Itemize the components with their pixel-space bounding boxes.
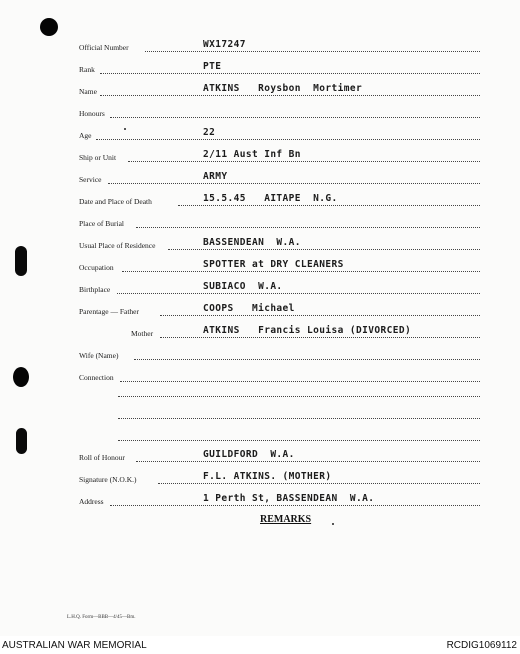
field-age (0, 124, 520, 146)
field-wife (0, 344, 520, 366)
ink-speck (332, 523, 334, 525)
printer-mark: L.H.Q. Form—BBB—4/45—Bm. (67, 615, 136, 620)
burial-label: Place of Burial (79, 219, 124, 228)
address-line (110, 505, 480, 506)
birthplace-label: Birthplace (79, 285, 111, 294)
connection-line (120, 381, 480, 382)
field-date-place-of-death (0, 190, 520, 212)
father-label: Parentage — Father (79, 307, 139, 316)
field-honours (0, 102, 520, 124)
father-line (160, 315, 480, 316)
rank-line (100, 73, 480, 74)
occupation-line (122, 271, 480, 272)
death-label: Date and Place of Death (79, 197, 152, 206)
field-usual-residence (0, 234, 520, 256)
roll-of-honour-label: Roll of Honour (79, 453, 125, 462)
field-rank (0, 58, 520, 80)
address-value: 1 Perth St, BASSENDEAN W.A. (203, 493, 375, 504)
roll-of-honour-line (136, 461, 480, 462)
footer-record-id: RCDIG1069112 (446, 640, 517, 651)
ink-speck (124, 128, 126, 130)
mother-line (160, 337, 480, 338)
rank-label: Rank (79, 65, 95, 74)
field-roll-of-honour (0, 446, 520, 468)
name-value: ATKINS Roysbon Mortimer (203, 83, 363, 94)
field-official-number (0, 36, 520, 58)
field-name (0, 80, 520, 102)
connection-label: Connection (79, 373, 114, 382)
footer-archive-name: AUSTRALIAN WAR MEMORIAL (2, 640, 147, 651)
field-occupation (0, 256, 520, 278)
connection-blank-line-2 (118, 418, 480, 419)
ship-or-unit-label: Ship or Unit (79, 153, 117, 162)
wife-label: Wife (Name) (79, 351, 119, 360)
field-place-of-burial (0, 212, 520, 234)
birthplace-line (117, 293, 480, 294)
official-number-line (145, 51, 480, 52)
residence-label: Usual Place of Residence (79, 241, 156, 250)
age-value: 22 (203, 127, 216, 138)
service-value: ARMY (203, 171, 228, 182)
name-label: Name (79, 87, 97, 96)
official-number-value: WX17247 (203, 39, 246, 50)
binder-hole-top (40, 18, 58, 36)
residence-line (168, 249, 480, 250)
field-mother (0, 322, 520, 344)
connection-blank-line-3 (118, 440, 480, 441)
signature-line (158, 483, 480, 484)
wife-line (134, 359, 480, 360)
field-connection (0, 366, 520, 388)
address-label: Address (79, 497, 104, 506)
residence-value: BASSENDEAN W.A. (203, 237, 301, 248)
field-address (0, 490, 520, 512)
connection-blank-line-1 (118, 396, 480, 397)
name-line (100, 95, 480, 96)
field-birthplace (0, 278, 520, 300)
service-label: Service (79, 175, 102, 184)
roll-of-honour-value: GUILDFORD W.A. (203, 449, 295, 460)
mother-value: ATKINS Francis Louisa (DIVORCED) (203, 325, 412, 336)
occupation-label: Occupation (79, 263, 114, 272)
field-signature (0, 468, 520, 490)
father-value: COOPS Michael (203, 303, 295, 314)
official-number-label: Official Number (79, 43, 129, 52)
remarks-heading: REMARKS (260, 514, 312, 525)
honours-line (110, 117, 480, 118)
service-line (108, 183, 480, 184)
age-line (96, 139, 480, 140)
field-father (0, 300, 520, 322)
rank-value: PTE (203, 61, 222, 72)
occupation-value: SPOTTER at DRY CLEANERS (203, 259, 344, 270)
signature-label: Signature (N.O.K.) (79, 475, 137, 484)
ship-or-unit-value: 2/11 Aust Inf Bn (203, 149, 301, 160)
mother-label: Mother (131, 329, 154, 338)
death-line (178, 205, 480, 206)
field-ship-or-unit (0, 146, 520, 168)
honours-label: Honours (79, 109, 105, 118)
death-value: 15.5.45 AITAPE N.G. (203, 193, 338, 204)
field-service (0, 168, 520, 190)
signature-value: F.L. ATKINS. (MOTHER) (203, 471, 332, 482)
ship-or-unit-line (128, 161, 480, 162)
birthplace-value: SUBIACO W.A. (203, 281, 283, 292)
burial-line (136, 227, 480, 228)
age-label: Age (79, 131, 92, 140)
